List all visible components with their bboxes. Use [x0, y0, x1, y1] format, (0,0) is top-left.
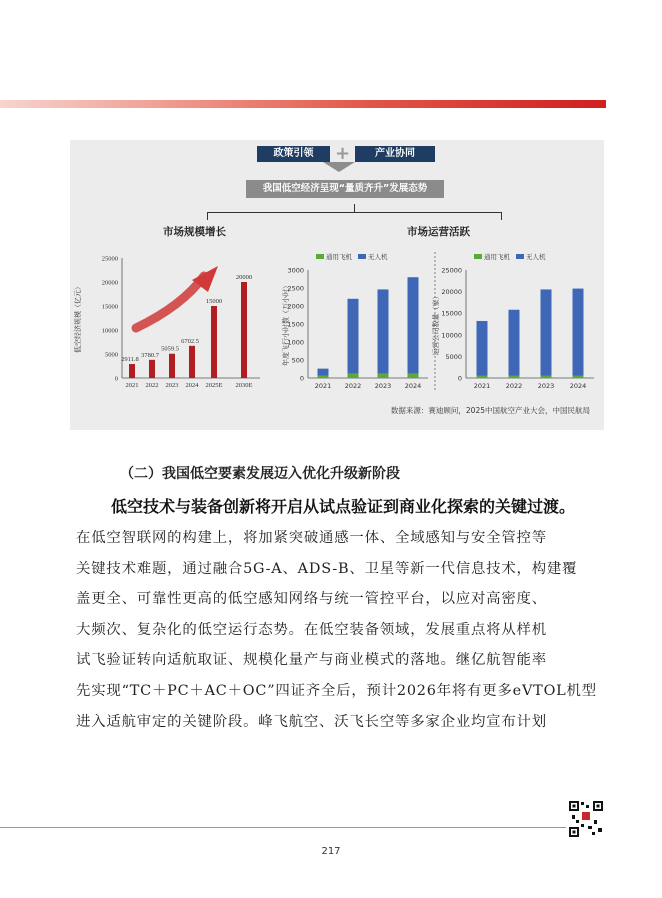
bar-segment: [408, 277, 419, 373]
legend-label: 通用飞机: [326, 253, 352, 261]
legend-label: 无人机: [368, 253, 388, 261]
bar-segment: [477, 321, 488, 376]
paragraph-line: 盖更全、可靠性更高的低空感知网络与统一管控平台，以应对高密度、: [76, 591, 547, 608]
policy-box: 政策引领: [257, 146, 330, 162]
y-tick-label: 25000: [101, 255, 118, 263]
y-tick-label: 20000: [441, 288, 462, 297]
paragraph-line: 试飞验证转向适航取证、规模化量产与商业模式的落地。继亿航智能率: [76, 652, 547, 669]
bar: [129, 364, 135, 378]
bar-segment: [378, 374, 389, 378]
x-tick-label: 2021: [473, 382, 491, 390]
data-label: 20000: [235, 274, 253, 281]
legend-swatch: [474, 254, 482, 259]
bar: [189, 346, 195, 378]
bar-segment: [408, 374, 419, 378]
data-label: 2911.8: [121, 356, 139, 364]
data-label: 5059.5: [161, 345, 179, 353]
y-tick-label: 1000: [287, 338, 304, 347]
x-tick-label: 2021: [125, 382, 139, 389]
x-tick-label: 2023: [165, 382, 179, 389]
y-tick-label: 1500: [287, 320, 304, 329]
section-market-activity: 市场运营活跃: [407, 226, 470, 238]
bar-segment: [477, 376, 488, 378]
bar-segment: [541, 376, 552, 378]
source-note: 数据来源：赛迪顾问，2025中国航空产业大会，中国民航局: [390, 406, 590, 415]
bracket-line: [207, 212, 501, 213]
x-tick-label: 2030E: [235, 382, 253, 389]
main-banner: 我国低空经济呈现“量质齐升”发展态势: [246, 180, 444, 198]
y-tick-label: 0: [457, 374, 462, 383]
bar-segment: [509, 310, 520, 376]
bar-segment: [573, 289, 584, 376]
x-tick-label: 2023: [537, 382, 555, 390]
y-tick-label: 10000: [101, 327, 118, 335]
x-tick-label: 2024: [185, 382, 199, 389]
y-tick-label: 25000: [441, 266, 462, 275]
y-tick-label: 10000: [441, 331, 462, 340]
section-market-size: 市场规模增长: [163, 226, 226, 238]
bar-segment: [541, 289, 552, 375]
bar-segment: [318, 376, 329, 378]
x-tick-label: 2024: [404, 382, 422, 390]
y-tick-label: 2000: [287, 302, 304, 311]
bar: [241, 282, 247, 378]
y-tick-label: 5000: [445, 352, 462, 361]
bar: [211, 306, 217, 378]
y-tick-label: 2500: [287, 284, 304, 293]
industry-box: 产业协同: [355, 146, 435, 162]
bar-segment: [348, 374, 359, 378]
bar-segment: [318, 369, 329, 376]
data-label: 15000: [205, 298, 223, 305]
body-paragraph: [76, 523, 610, 737]
page-number: 217: [321, 846, 341, 857]
y-tick-label: 15000: [441, 309, 462, 318]
x-tick-label: 2021: [314, 382, 332, 390]
figure-panel: [70, 140, 604, 430]
y-tick-label: 500: [291, 356, 304, 365]
y-tick-label: 5000: [105, 351, 118, 359]
growth-arrow-icon: [136, 276, 204, 328]
legend-swatch: [516, 254, 524, 259]
legend-label: 无人机: [526, 253, 546, 261]
header-accent-bar: [0, 100, 606, 108]
paragraph-line: 在低空智联网的构建上，将加紧突破通感一体、全域感知与安全管控等: [76, 530, 547, 546]
section-heading: （二）我国低空要素发展迈入优化升级新阶段: [120, 466, 400, 482]
legend-swatch: [358, 254, 366, 259]
operators-chart: [432, 250, 600, 398]
x-tick-label: 2022: [505, 382, 523, 390]
bar: [169, 354, 175, 378]
flight-hours-chart: [282, 250, 432, 398]
y-axis-label: 年度飞行小时数（万小时）: [282, 282, 290, 366]
qr-code-icon: [568, 800, 604, 838]
x-tick-label: 2023: [374, 382, 392, 390]
x-tick-label: 2024: [569, 382, 587, 390]
x-tick-label: 2025E: [205, 382, 223, 389]
bar-segment: [509, 376, 520, 378]
y-tick-label: 3000: [287, 266, 304, 275]
paragraph-line: 关键技术难题，通过融合5G-A、ADS-B、卫星等新一代信息技术，构建覆: [76, 560, 578, 577]
paragraph-line: 先实现“TC＋PC＋AC＋OC”四证齐全后，预计2026年将有更多eVTOL机型: [76, 682, 597, 699]
bracket-left: [207, 212, 208, 220]
bracket-center: [354, 204, 355, 212]
paragraph-line: 进入适航审定的关键阶段。峰飞航空、沃飞长空等多家企业均宣布计划: [76, 713, 547, 730]
data-label: 3780.7: [141, 351, 159, 359]
paragraph-lead: 低空技术与装备创新将开启从试点验证到商业化探索的关键过渡。: [111, 497, 576, 516]
paragraph-line: 大频次、复杂化的低空运行态势。在低空装备领域，发展重点将从样机: [76, 621, 547, 638]
bar-segment: [378, 289, 389, 373]
arrow-down-icon: [323, 162, 355, 172]
bracket-right: [501, 212, 502, 220]
y-tick-label: 0: [114, 375, 118, 383]
x-tick-label: 2022: [145, 382, 159, 389]
bar-segment: [348, 299, 359, 374]
y-axis-label: 低空经济规模（亿元）: [74, 283, 82, 353]
y-tick-label: 0: [299, 374, 304, 383]
bar: [149, 360, 155, 378]
data-label: 6702.5: [181, 337, 199, 345]
x-tick-label: 2022: [344, 382, 362, 390]
y-tick-label: 20000: [101, 279, 118, 287]
y-axis-label: 运营公司数量（家）: [432, 292, 440, 356]
market-size-chart: [70, 252, 270, 397]
footer-rule: [0, 827, 566, 828]
legend-swatch: [316, 254, 324, 259]
plus-icon: +: [335, 143, 351, 164]
y-tick-label: 15000: [101, 303, 118, 311]
bar-segment: [573, 376, 584, 378]
legend-label: 通用飞机: [484, 253, 510, 261]
